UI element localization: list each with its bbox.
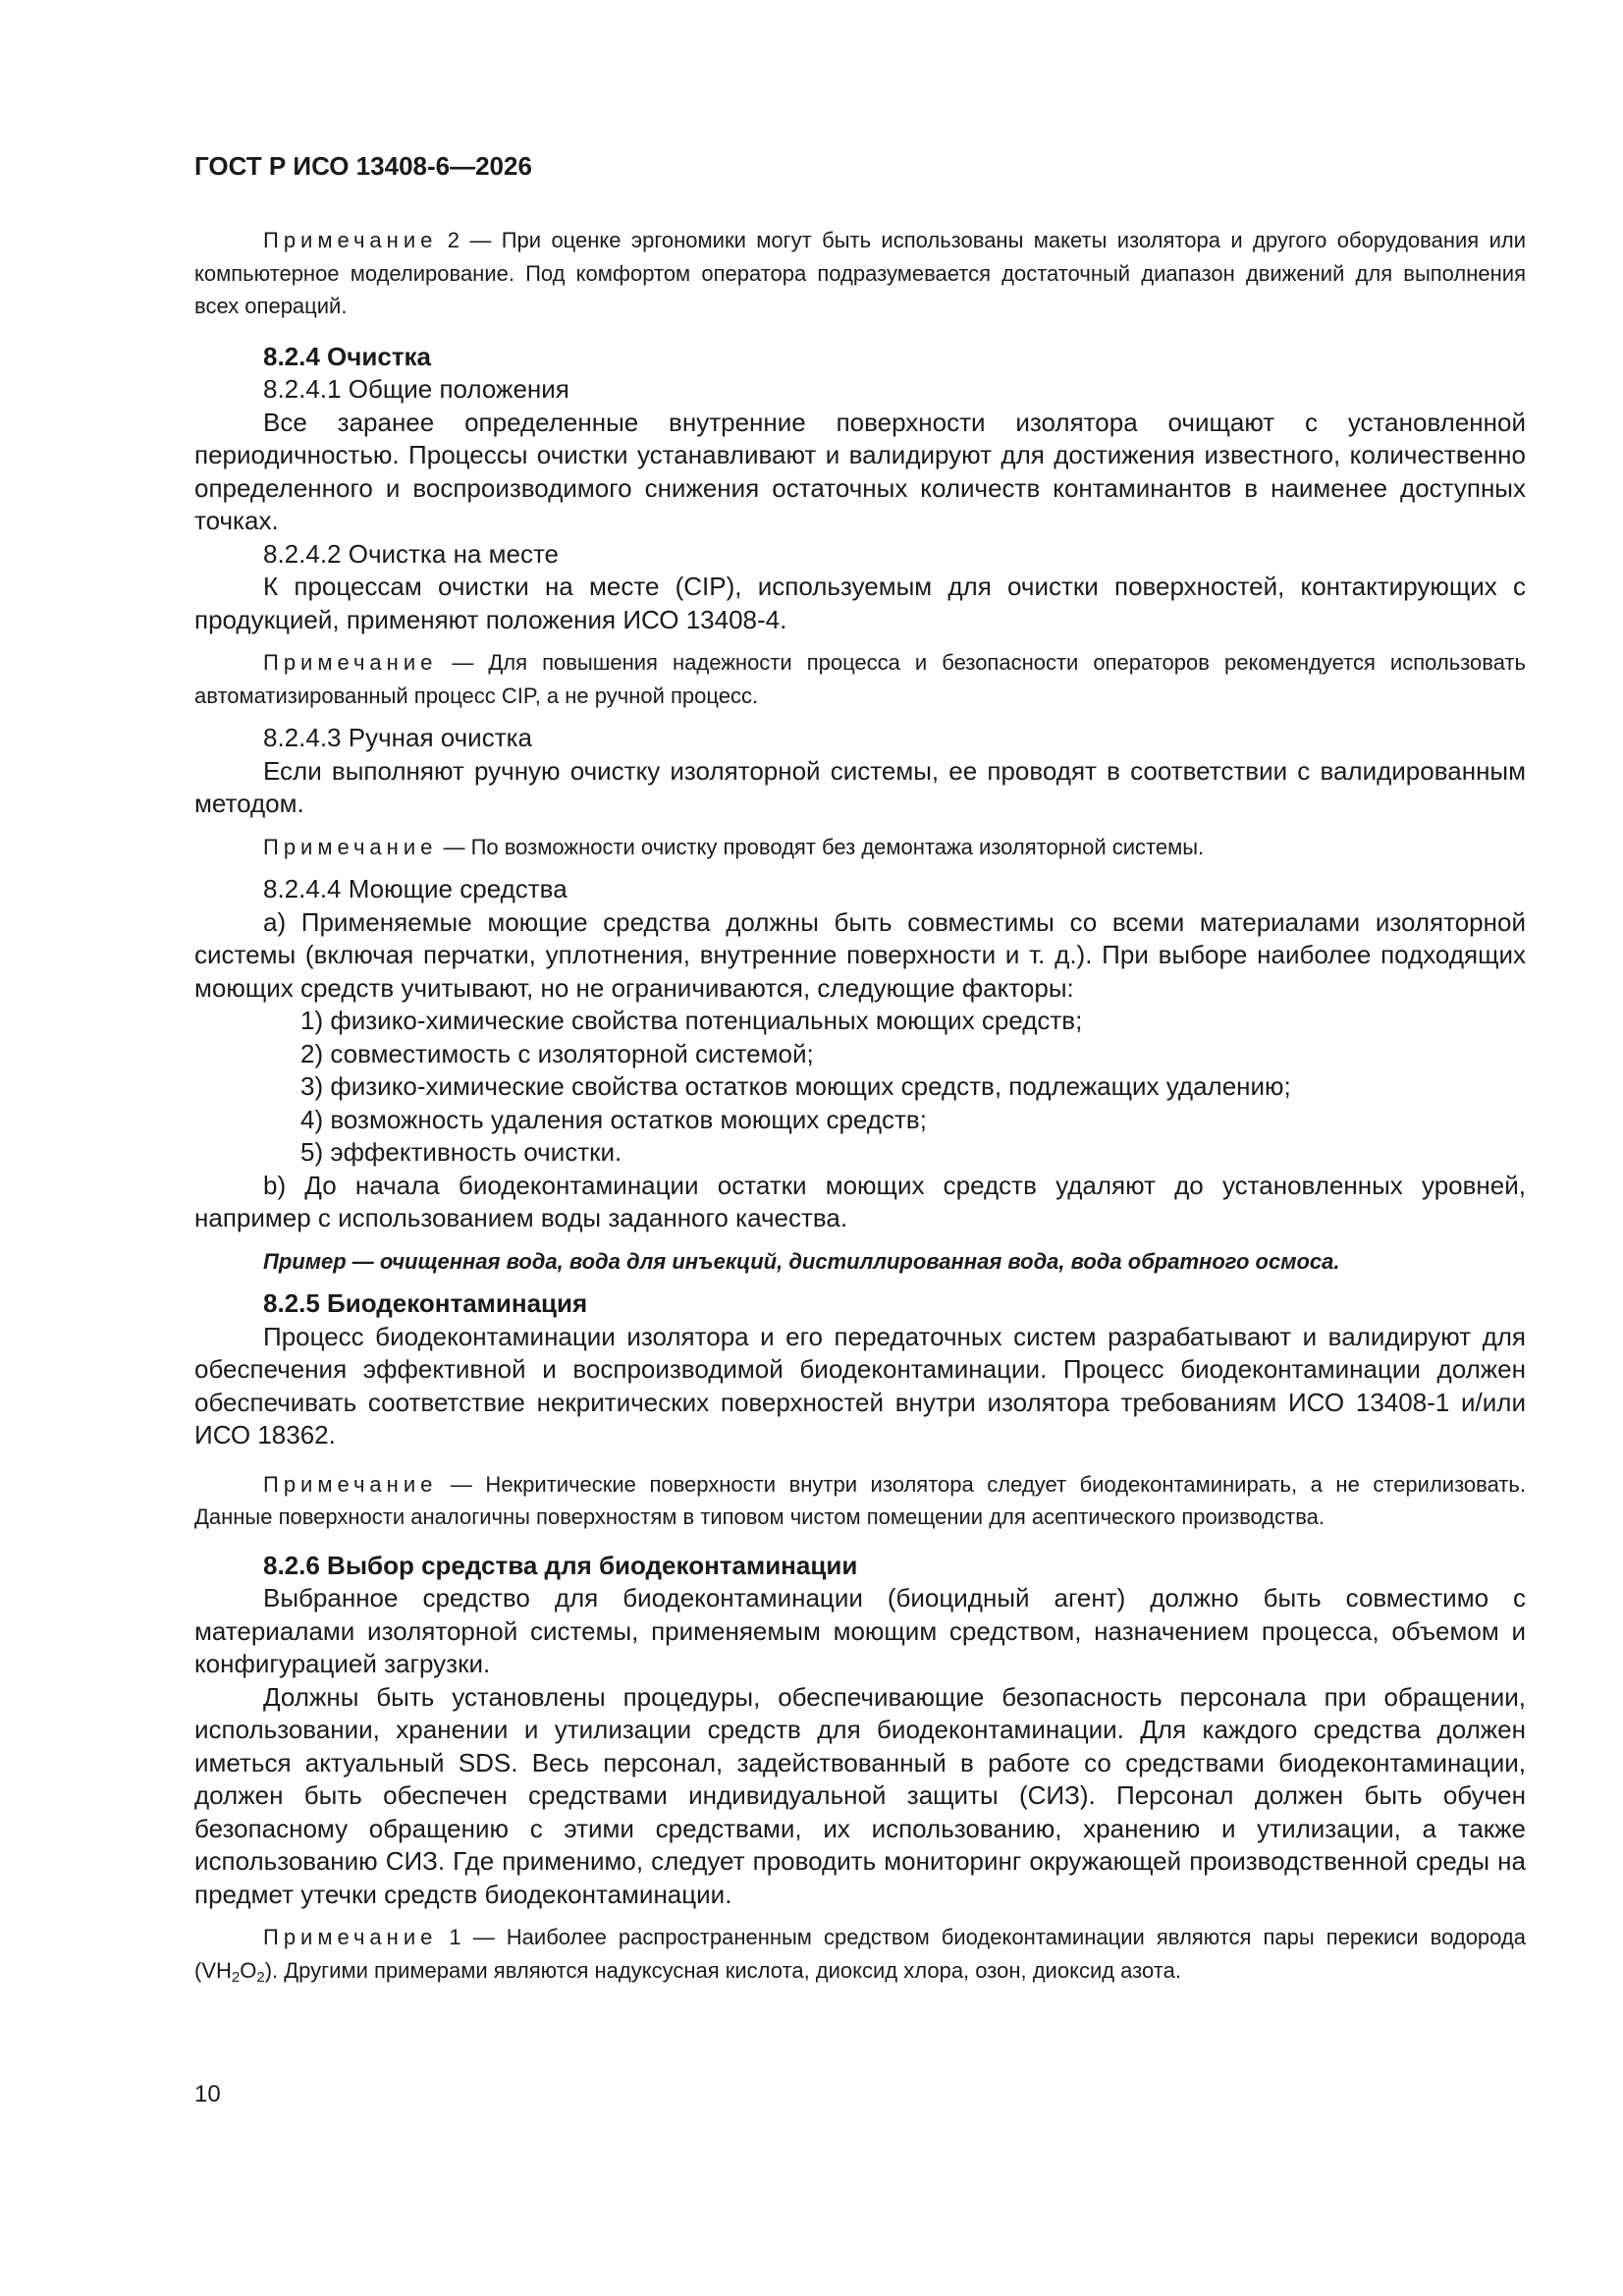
list-item: 2) совместимость с изоляторной системой;	[300, 1038, 814, 1068]
note-label: Примечание	[263, 228, 438, 252]
note-agent	[194, 1921, 1526, 1987]
example-water-types: Пример — очищенная вода, вода для инъекций, дистиллированная вода, вода обратного осмоса.	[263, 1248, 1340, 1274]
paragraph-8-2-4-2: К процессам очистки на месте (CIP), используемым для очистки поверхностей, контактирующих с продукцией, применяют положения ИСО 13408-4.	[194, 572, 1526, 634]
section-heading-8-2-5: 8.2.5 Биодеконтаминация	[263, 1288, 588, 1318]
note-ergonomics	[194, 224, 1526, 323]
subsection-heading-8-2-4-3: 8.2.4.3 Ручная очистка	[263, 723, 533, 752]
note-text: ). Другими примерами являются надуксусная кислота, диоксид хлора, озон, диоксид азота.	[264, 1957, 1181, 1983]
section-heading-8-2-4: 8.2.4 Очистка	[263, 341, 432, 371]
subscript: 2	[231, 1968, 241, 1986]
note-label: Примечание	[263, 834, 438, 859]
paragraph-8-2-4-4-a: a) Применяемые моющие средства должны быть совместимы со всеми материалами изоляторной системы (включая перчатки, уплотнения, внутренние поверхности и т. д.). При выборе наиболее подходящих моющих средств учитывают, но не ограничиваются, следующие факторы:	[194, 906, 1526, 1003]
note-text: — По возможности очистку проводят без демонтажа изоляторной системы.	[437, 834, 1205, 859]
note-text: 1 — Наиболее распространенным средством биодеконтаминации являются пары перекиси водорода (VH	[194, 1925, 1526, 1983]
paragraph-8-2-4-3: Если выполняют ручную очистку изоляторной системы, ее проводят в соответствии с валидированным методом.	[194, 755, 1526, 818]
note-text: — Некритические поверхности внутри изолятора следует биодеконтаминирать, а не стерилизовать. Данные поверхности аналогичны поверхностям в типовом чистом помещении для асептического производства.	[194, 1471, 1526, 1529]
page-number: 10	[194, 2081, 221, 2107]
note-label: Примечание	[263, 1925, 438, 1949]
list-item: 1) физико-химические свойства потенциальных моющих средств;	[300, 1006, 1083, 1035]
paragraph-8-2-6-2: Должны быть установлены процедуры, обеспечивающие безопасность персонала при обращении, использовании, хранении и утилизации средств для биодеконтаминации. Для каждого средства должен иметься актуальный SDS. Весь персонал, задействованный в работе со средствами биодеконтаминации, должен быть обеспечен средствами индивидуальной защиты (СИЗ). Персонал должен быть обучен безопасному обращению с этими средствами, их использованию, хранению и утилизации, а также использованию СИЗ. Где применимо, следует проводить мониторинг окружающей производственной среды на предмет утечки средств биодеконтаминации.	[194, 1681, 1526, 1909]
subscript: 2	[256, 1968, 265, 1986]
note-cip	[194, 646, 1526, 712]
note-biodecontamination	[194, 1468, 1526, 1534]
list-item: 5) эффективность очистки.	[300, 1137, 622, 1167]
page-content	[194, 224, 1526, 1987]
paragraph-8-2-6-1: Выбранное средство для биодеконтаминации (биоцидный агент) должно быть совместимо с материалами изоляторной системы, применяемым моющим средством, назначением процесса, объемом и конфигурацией загрузки.	[194, 1583, 1526, 1678]
subsection-heading-8-2-4-2: 8.2.4.2 Очистка на месте	[263, 538, 560, 569]
note-text: — Для повышения надежности процесса и безопасности операторов рекомендуется использовать автоматизированный процесс CIP, а не ручной процесс.	[194, 650, 1526, 708]
note-label: Примечание	[263, 650, 438, 675]
paragraph-8-2-5: Процесс биодеконтаминации изолятора и его передаточных систем разрабатывают и валидируют для обеспечения эффективной и воспроизводимой биодеконтаминации. Процесс биодеконтаминации должен обеспечивать соответствие некритических поверхностей внутри изолятора требованиям ИСО 13408-1 и/или ИСО 18362.	[194, 1321, 1526, 1449]
note-text: 2 — При оценке эргономики могут быть использованы макеты изолятора и другого оборудования или компьютерное моделирование. Под комфортом оператора подразумевается достаточный диапазон движений для выполнения всех операций.	[194, 228, 1526, 318]
subsection-heading-8-2-4-1: 8.2.4.1 Общие положения	[263, 374, 569, 404]
formula-part: O	[240, 1957, 257, 1983]
paragraph-8-2-4-1: Все заранее определенные внутренние поверхности изолятора очищают с установленной периодичностью. Процессы очистки устанавливают и валидируют для достижения известного, количественно определенного и воспроизводимого снижения остаточных количеств контаминантов в наименее доступных точках.	[194, 407, 1526, 535]
list-item: 3) физико-химические свойства остатков моющих средств, подлежащих удалению;	[300, 1071, 1291, 1101]
note-label: Примечание	[263, 1471, 438, 1497]
list-item: 4) возможность удаления остатков моющих средств;	[300, 1104, 927, 1134]
document-header-title: ГОСТ Р ИСО 13408-6—2026	[194, 151, 532, 181]
section-heading-8-2-6: 8.2.6 Выбор средства для биодеконтаминации	[263, 1550, 858, 1580]
subsection-heading-8-2-4-4: 8.2.4.4 Моющие средства	[263, 874, 568, 903]
paragraph-8-2-4-4-b: b) До начала биодеконтаминации остатки моющих средств удаляют до установленных уровней, например с использованием воды заданного качества.	[194, 1170, 1526, 1232]
note-manual-cleaning	[194, 831, 1526, 864]
